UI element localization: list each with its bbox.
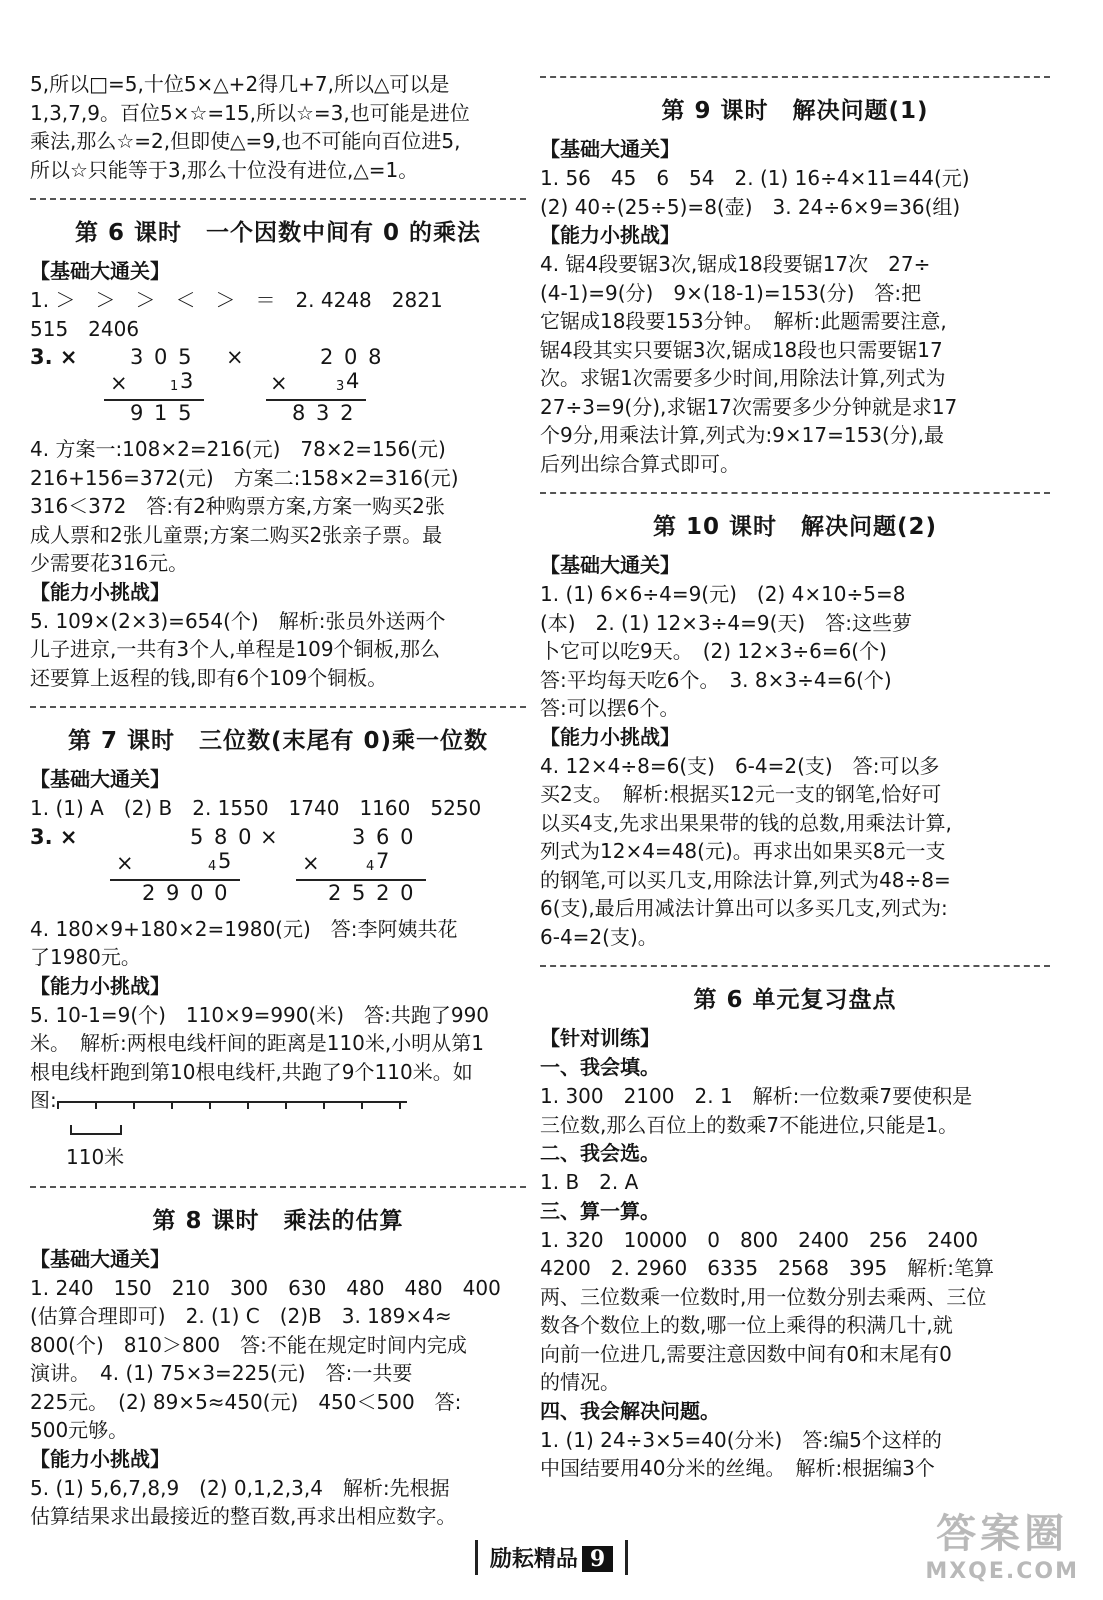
lesson-9-title: 第 9 课时 解决问题(1)	[661, 98, 929, 124]
text-line: 1,3,7,9。百位5×☆=15,所以☆=3,也可能是进位	[30, 100, 470, 125]
section-divider	[540, 965, 1050, 967]
text-line: (4-1)=9(分) 9×(18-1)=153(分) 答:把	[540, 280, 922, 305]
tag-basic: 【基础大通关】	[30, 259, 170, 283]
text-line: 中国结要用40分米的丝绳。 解析:根据编3个	[540, 1456, 935, 1480]
text-line: 的情况。	[540, 1370, 620, 1394]
text-line: 1. (1) 24÷3×5=40(分米) 答:编5个这样的	[540, 1427, 942, 1452]
times-sign: ×	[270, 371, 288, 395]
text-line: 225元。 (2) 89×5≈450(元) 450＜500 答:	[30, 1389, 462, 1414]
tag-challenge: 【能力小挑战】	[540, 724, 680, 749]
carry-digit: 4	[208, 858, 217, 874]
product: 2 5 2 0	[328, 880, 416, 905]
carry-digit: 1	[170, 379, 179, 394]
text-line: (2) 40÷(25÷5)=8(壶) 3. 24÷6×9=36(组)	[540, 194, 961, 219]
lesson-7-title: 第 7 课时 三位数(末尾有 0)乘一位数	[67, 728, 489, 754]
page-number: 9	[582, 1546, 613, 1572]
multiplier: 4	[346, 369, 360, 393]
text-line: 以买4支,先求出果果带的钱的总数,用乘法计算,	[540, 810, 952, 835]
diagram-label-row	[30, 1115, 526, 1144]
text-line: 6-4=2(支)。	[540, 924, 658, 949]
section-divider	[30, 1186, 526, 1188]
right-column	[540, 70, 1050, 1483]
text-line: 6(支),最后用减法计算出可以多买几支,列式为:	[540, 896, 948, 920]
times-sign: ×	[116, 850, 134, 875]
text-line: 它锯成18段要153分钟。 解析:此题需要注意,	[540, 309, 947, 333]
pole-diagram	[57, 1101, 407, 1109]
multiplicand: 3 0 5	[130, 345, 194, 369]
text-line: 500元够。	[30, 1418, 129, 1442]
tag-basic: 【基础大通关】	[540, 137, 680, 161]
vertical-multiplication	[30, 823, 526, 915]
text-line: 1. B 2. A	[540, 1170, 639, 1194]
text-line: 次。求锯1次需要多少时间,用除法计算,列式为	[540, 366, 946, 390]
text-line: 两、三位数乘一位数时,用一位数分别去乘两、三位	[540, 1284, 987, 1309]
text-line: 儿子进京,一共有3个人,单程是109个铜板,那么	[30, 637, 440, 661]
multiplier: 7	[376, 848, 390, 873]
text-line: 三位数,那么百位上的数乘7不能进位,只能是1。	[540, 1112, 959, 1137]
text-line: 乘法,那么☆=2,但即使△=9,也不可能向百位进5,	[30, 129, 461, 153]
section-divider	[30, 198, 526, 200]
tag-basic: 【基础大通关】	[540, 553, 680, 577]
text-line: 1. (1) A (2) B 2. 1550 1740 1160 5250	[30, 796, 482, 820]
text-line: 锯4段其实只要锯3次,锯成18段也只需要锯17	[540, 337, 943, 362]
lesson-6-title: 第 6 课时 一个因数中间有 0 的乘法	[74, 220, 482, 246]
text-line: 1. 300 2100 2. 1 解析:一位数乘7要使积是	[540, 1084, 973, 1108]
text-line: 列式为12×4=48(元)。再求出如果买8元一支	[540, 839, 946, 863]
tag-training: 【针对训练】	[540, 1026, 660, 1050]
watermark-url: MXQE.COM	[925, 1559, 1079, 1584]
text-line: 了1980元。	[30, 945, 141, 969]
text-line: (本) 2. (1) 12×3÷4=9(天) 答:这些萝	[540, 610, 912, 635]
text-line: 买2支。 解析:根据买12元一支的钢笔,恰好可	[540, 782, 942, 806]
text-line: 316＜372 答:有2种购票方案,方案一购买2张	[30, 494, 445, 518]
carry-digit: 4	[366, 858, 375, 874]
subsection-heading: 二、我会选。	[540, 1141, 660, 1165]
text-line: 4200 2. 2960 6335 2568 395 解析:笔算	[540, 1256, 994, 1280]
text-line: 的钢笔,可以买几支,用除法计算,列式为48÷8=	[540, 867, 951, 892]
multiplicand: 2 0 8	[320, 345, 384, 369]
unit-6-review-title: 第 6 单元复习盘点	[693, 987, 897, 1013]
text-line: 估算结果求出最接近的整百数,再求出相应数字。	[30, 1504, 457, 1528]
text-line: 1. (1) 6×6÷4=9(元) (2) 4×10÷5=8	[540, 582, 906, 606]
text-line: 1. 240 150 210 300 630 480 480 400	[30, 1275, 501, 1300]
subsection-heading: 四、我会解决问题。	[540, 1398, 720, 1423]
product: 2 9 0 0	[142, 880, 230, 905]
text-line: 1. 320 10000 0 800 2400 256 2400	[540, 1227, 979, 1252]
diagram-line	[30, 1086, 526, 1115]
vertical-multiplication	[30, 343, 526, 435]
text-line: 1. ＞ ＞ ＞ ＜ ＞ ＝ 2. 4248 2821	[30, 288, 443, 312]
text-line: 数各个数位上的数,哪一位上乘得的积满几十,就	[540, 1313, 953, 1337]
text-line: 根电线杆跑到第10根电线杆,共跑了9个110米。如	[30, 1059, 473, 1084]
text-line: 卜它可以吃9天。 (2) 12×3÷6=6(个)	[540, 639, 887, 663]
tag-basic: 【基础大通关】	[30, 767, 170, 791]
text-line: 5. 10-1=9(个) 110×9=990(米) 答:共跑了990	[30, 1002, 490, 1027]
text-line: 800(个) 810＞800 答:不能在规定时间内完成	[30, 1332, 467, 1357]
text-line: 答:可以摆6个。	[540, 696, 680, 720]
text-line: 27÷3=9(分),求锯17次需要多少分钟就是求17	[540, 394, 958, 419]
text-line: 答:平均每天吃6个。 3. 8×3÷4=6(个)	[540, 667, 892, 692]
diagram-label: 110米	[66, 1145, 125, 1169]
tag-basic: 【基础大通关】	[30, 1246, 170, 1271]
wrong-mark: ×	[226, 345, 244, 369]
lesson-10-title: 第 10 课时 解决问题(2)	[652, 514, 938, 540]
text-line: 还要算上返程的钱,即有6个109个铜板。	[30, 665, 388, 690]
tag-challenge: 【能力小挑战】	[30, 1446, 170, 1471]
text-line: 5. (1) 5,6,7,8,9 (2) 0,1,2,3,4 解析:先根据	[30, 1475, 450, 1500]
times-sign: ×	[302, 850, 320, 875]
text-line: 5,所以□=5,十位5×△+2得几+7,所以△可以是	[30, 72, 450, 96]
times-sign: ×	[110, 371, 128, 395]
text-line: 1. 56 45 6 54 2. (1) 16÷4×11=44(元)	[540, 166, 970, 190]
multiplicand: 3 6 0	[352, 824, 416, 849]
multiplier: 5	[218, 848, 232, 873]
text-line: 4. 12×4÷8=6(支) 6-4=2(支) 答:可以多	[540, 753, 940, 778]
subsection-heading: 三、算一算。	[540, 1198, 660, 1223]
text-line: 4. 锯4段要锯3次,锯成18段要锯17次 27÷	[540, 252, 931, 276]
section-divider	[30, 706, 526, 708]
lesson-8-title: 第 8 课时 乘法的估算	[152, 1207, 404, 1234]
question-number: 3. ×	[30, 345, 78, 369]
text-line: (估算合理即可) 2. (1) C (2)B 3. 189×4≈	[30, 1304, 452, 1328]
text-line: 515 2406	[30, 316, 140, 341]
brand-name: 励耘精品	[489, 1546, 578, 1572]
product: 8 3 2	[292, 401, 356, 425]
watermark	[925, 1502, 1079, 1584]
tag-challenge: 【能力小挑战】	[30, 973, 170, 998]
section-divider	[540, 492, 1050, 494]
watermark-title: 答案圈	[936, 1511, 1069, 1557]
text-line: 4. 180×9+180×2=1980(元) 答:李阿姨共花	[30, 916, 458, 941]
carry-digit: 3	[336, 379, 345, 394]
multiplier: 3	[180, 369, 194, 393]
text-line: 所以☆只能等于3,那么十位没有进位,△=1。	[30, 157, 419, 182]
text-line: 演讲。 4. (1) 75×3=225(元) 答:一共要	[30, 1361, 413, 1385]
text-line: 4. 方案一:108×2=216(元) 78×2=156(元)	[30, 437, 446, 461]
section-divider	[540, 76, 1050, 78]
text-line: 后列出综合算式即可。	[540, 451, 740, 476]
question-number: 3. ×	[30, 824, 78, 849]
text-line: 216+156=372(元) 方案二:158×2=316(元)	[30, 465, 459, 490]
text-line: 成人票和2张儿童票;方案二购买2张亲子票。最	[30, 522, 443, 547]
text-line: 少需要花316元。	[30, 551, 189, 575]
wrong-mark: ×	[260, 824, 278, 849]
text-line: 5. 109×(2×3)=654(个) 解析:张员外送两个	[30, 608, 446, 633]
text-line: 米。 解析:两根电线杆间的距离是110米,小明从第1	[30, 1031, 484, 1055]
left-column	[30, 70, 526, 1531]
tag-challenge: 【能力小挑战】	[540, 223, 680, 247]
tag-challenge: 【能力小挑战】	[30, 579, 170, 604]
text-line: 个9分,用乘法计算,列式为:9×17=153(分),最	[540, 423, 945, 447]
text-line: 向前一位进几,需要注意因数中间有0和末尾有0	[540, 1341, 952, 1366]
multiplicand: 5 8 0	[190, 824, 254, 849]
text-line: 图:	[30, 1088, 57, 1112]
brand-logo	[475, 1540, 628, 1575]
product: 9 1 5	[130, 401, 194, 425]
subsection-heading: 一、我会填。	[540, 1055, 660, 1079]
intro-paragraph	[30, 70, 526, 184]
brace-icon	[70, 1125, 122, 1135]
